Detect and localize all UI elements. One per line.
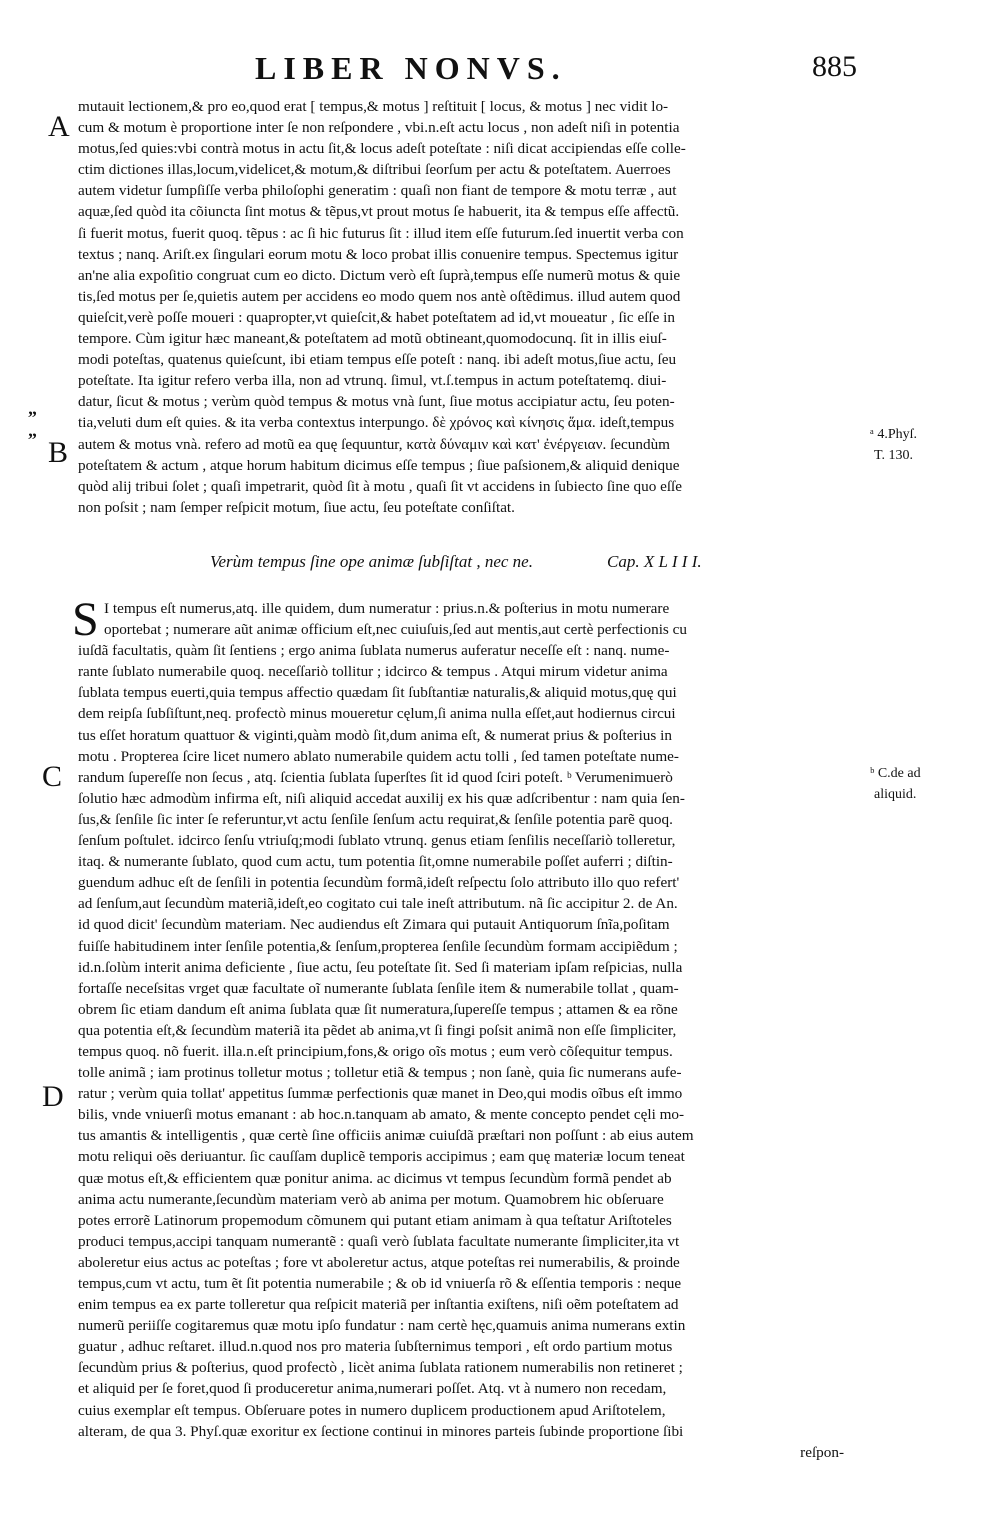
text-line: ratur ; verùm quia tollat' appetitus ſummæ perfectionis quæ manet in Deo,qui modis oĩbus eſt immo [78, 1085, 683, 1103]
text-line: ſecundùm prius & poſterius, quod profectò , licèt anima ſublata rationem numerabilis non retineret ; [78, 1359, 683, 1377]
text-block-upper [78, 96, 864, 518]
text-line: autem & motus vnà. refero ad motũ ea quę ſequuntur, κατὰ δύναμιν καὶ κατ' ἐνέργειαν. ſecundùm [78, 435, 670, 453]
text-line: I tempus eſt numerus,atq. ille quidem, dum numeratur : prius.n.& poſterius in motu numerare [104, 600, 670, 617]
text-line: quieſcit,verè poſſe moueri : quapropter,vt quieſcit,& habet poteſtatem ad id,vt moueatur , ſic eſſe in [78, 308, 675, 326]
text-line: motus,ſed quies:vbi contrà motus in actu ſit,& locus adeſt poteſtate : niſi dicat accipiendas eſſe colle- [78, 140, 686, 158]
margin-note-a-line1: ᵃ 4.Phyſ. [870, 427, 918, 442]
margin-note-b-line2: aliquid. [874, 787, 917, 802]
text-line: tempore. Cùm igitur hæc maneant,& poteſtatem ad motũ obtineant,quomodocunq. ſit in illis eiuſ- [78, 330, 667, 348]
text-line: motu reliqui oẽs deriuantur. ſic cauſſam duplicẽ temporis accipimus ; eam quę materiæ locum teneat [78, 1148, 685, 1166]
text-line: autem videtur ſumpſiſſe verba philoſophi generatim : quaſi non fiant de tempore & motu terræ , aut [78, 182, 677, 200]
chapter-title: Verùm tempus ſine ope animæ ſubſiſtat , nec ne. [210, 552, 533, 571]
text-line: id quod dicit' ſecundùm materiam. Nec audiendus eſt Zimara qui putauit Antiquorum ſnĩa,poſitam [78, 916, 670, 934]
text-line: tus eſſet horatum quattuor & viginti,quàm modò ſit,dum anima eſt, & numerat prius & poſterius in [78, 726, 672, 744]
text-line: qua potentia eſt,& ſecundùm materiã ita pẽdet ab anima,vt ſi fingi poſsit animã non eſſe ſimpliciter, [78, 1021, 677, 1039]
text-line: an'ne alia expoſitio congruat cum eo dicto. Dictum verò eſt ſuprà,tempus eſſe numerũ motus & quie [78, 266, 681, 284]
text-line: iuſdã facultatis, quàm ſit ſentiens ; ergo anima ſublata numerus auferatur neceſſe eſt : nanq. nume- [78, 642, 670, 660]
section-letter-b: B [48, 436, 69, 469]
text-line: fortaſſe neceſsitas vrget quæ facultate oĩ numerante ſublata ſenſile item & numerabile tollat , quam- [78, 979, 679, 997]
text-line: bilis, vnde vniuerſi motus emanant : ab hoc.n.tanquam ab amato, & mente concepto pendet cęli mo- [78, 1106, 685, 1124]
text-line: ad ſenſum,aut ſecundùm materiã,ideſt,eo cogitato cui tale ineſt attributum. nã ſic accipitur 2. de An. [78, 895, 678, 913]
text-line: quæ motus eſt,& efficientem quæ ponitur anima. ac dicimus vt tempus ſecundùm formã pendet ab [78, 1169, 672, 1187]
text-line: datur, ſicut & motus ; verùm quòd tempus & motus vnà ſunt, ſiue motus accipiatur actu, ſeu poten- [78, 393, 675, 411]
text-line: non poſsit ; nam ſemper reſpicit motum, ſiue actu, ſeu poteſtate conſiſtat. [78, 498, 515, 516]
page-number: 885 [812, 50, 857, 83]
text-line: mutauit lectionem,& pro eo,quod erat [ tempus,& motus ] reſtituit [ locus, & motus ] nec vidit lo- [78, 98, 669, 115]
text-line: enim tempus ea ex parte tolleretur qua reſpicit materiã per inſtantia exiſtens, niſi oẽm poteſtatem ad [78, 1296, 679, 1314]
text-line: guatur , adhuc reſtaret. illud.n.quod nos pro materia ſubſternimus tempori , eſt ordo partium motus [78, 1338, 673, 1356]
quote-mark: „ [28, 420, 37, 440]
text-line: motu . Propterea ſcire licet numero ablato numerabile quidem actu tolli , ſed tamen poteſtate nume- [78, 747, 679, 765]
text-line: ſi fuerit motus, fuerit quoq. tẽpus : ac ſi hic futurus ſit : illud item eſſe futurum.ſed inuertit verba con [78, 224, 684, 242]
section-letter-a: A [48, 110, 70, 143]
text-line: guendum adhuc eſt de ſenſili in potentia ſecundùm formã,ideſt reſpectu ſolo attributo illo quo refert' [78, 874, 680, 892]
text-block-lower [78, 598, 864, 1463]
text-line: ſenſum poſtulet. idcirco ſenſu vtriuſq;modi ſublato vtrunq. genus etiam ſenſilis neceſſariò tolleretur, [78, 832, 676, 850]
text-line: fuiſſe habitudinem inter ſenſile potentia,& ſenſum,propterea ſenſile ſecundùm formam accipiẽdum ; [78, 937, 678, 955]
section-letter-c: C [42, 760, 63, 793]
drop-cap: S [72, 593, 99, 646]
text-line: potes errorẽ Latinorum propemodum cõmunem qui putant etiam animam à qua teſtatur Ariſtoteles [78, 1211, 672, 1229]
text-line: tolle animã ; iam protinus tolletur motus ; tolletur etiã & tempus ; non ſanè, quia ſic numerans aufe- [78, 1064, 682, 1082]
text-line: randum ſupereſſe non ſecus , atq. ſcientia ſublata ſuperſtes ſit id quod ſciri poteſt. ᵇ Verumenimuerò [78, 768, 673, 786]
text-line: tis,ſed motus per ſe,quietis autem per accidens eo modo quem nos antè oſtẽdimus. illud autem quod [78, 287, 681, 305]
text-line: tus amantis & intelligentis , quæ certè ſine officiis animæ cuiuſdã præſtari non poſſunt : ab eius autem [78, 1127, 694, 1145]
text-line: aboleretur eius actus ac poteſtas ; fore vt aboleretur actus, atque poteſtas rei numerabilis, & proinde [78, 1253, 680, 1271]
text-line: ctim dictiones illas,locum,videlicet,& motum,& diſtribui ſeorſum per actu & poteſtatem. Auerroes [78, 161, 671, 179]
text-line: reſpon- [800, 1443, 844, 1461]
text-line: produci tempus,accipi tanquam numerantẽ : quaſi verò ſublata facultate numerante ſimpliciter,ita vt [78, 1232, 680, 1250]
text-line: quòd alij tribui ſolet ; quaſi impetrarit, quòd ſit à motu , quaſi ſit vt accidens in ſubiecto ſine quo eſſe [78, 477, 682, 495]
text-line: rante ſublato numerabile quoq. neceſſariò tollitur ; idcirco & tempus . Atqui mirum videtur anima [78, 663, 668, 681]
section-letter-d: D [42, 1080, 64, 1113]
text-line: alteram, de qua 3. Phyſ.quæ exoritur ex ſectione continui in minores parteis ſubinde proportione ſibi [78, 1422, 684, 1440]
running-title: LIBER NONVS. [255, 50, 567, 86]
chapter-number: Cap. X L I I I. [607, 552, 702, 571]
text-line: et aliquid per ſe foret,quod ſi produceretur anima,numerari poſſet. Atq. vt à numero non recedam, [78, 1380, 667, 1398]
text-line: cum & motum è proportione inter ſe non reſpondere , vbi.n.eſt actu locus , non adeſt niſi in potentia [78, 119, 680, 137]
text-line: tempus,cum vt actu, tum ẽt ſit potentia numerabile ; & ob id vniuerſa rõ & eſſentia temporis : neque [78, 1275, 682, 1292]
text-line: anima actu numerante,ſecundùm materiam verò ab anima per motum. Quamobrem hic obſeruare [78, 1190, 664, 1208]
text-line: ſublata tempus euerti,quia tempus affectio quædam ſit ſubſtantiæ naturalis,& aliquid motus,quę qui [78, 684, 677, 702]
text-line: poteſtatem & actum , atque horum habitum dicimus eſſe tempus ; ſiue paſsionem,& aliquid denique [78, 456, 680, 474]
text-line: oportebat ; numerare aũt animæ officium eſt,nec cuiuſuis,ſed aut mentis,aut certè perfectionis cu [104, 621, 687, 639]
text-line: itaq. & numerante ſublato, quod cum actu, tum potentia ſit,omne numerabile poſſet auferri ; diſtin- [78, 853, 673, 871]
text-line: ſolutio hæc admodùm infirma eſt, niſi aliquid accedat auxilij ex his quæ adſcribentur : nam quia ſen- [78, 789, 685, 807]
text-line: ſus,& ſenſile ſic inter ſe referuntur,vt actu ſenſile ſenſum actu requirat,& ſenſile potentia parẽ quoq. [78, 810, 673, 828]
text-line: poteſtate. Ita igitur refero verba illa, non ad vtrunq. ſimul, vt.ſ.tempus in actum poteſtatemq. diui- [78, 372, 667, 390]
text-line: tia,veluti dum eſt quies. & ita verba contextus interpungo. δὲ χρόνος καὶ κίνησις ἅμα. ideſt,tempus [78, 414, 675, 432]
text-line: textus ; nanq. Ariſt.ex ſingulari eorum motu & loco probat illis conuenire tempus. Spectemus igitur [78, 245, 679, 263]
margin-note-a-line2: T. 130. [874, 448, 914, 463]
text-line: aquæ,ſed quòd ita cõiuncta ſint motus & tẽpus,vt prout motus ſe habuerit, ita & tempus eſſe affectũ. [78, 203, 680, 221]
text-line: numerũ periiſſe cogitaremus quæ motu ipſo fundatur : nam certè hęc,quamuis anima numerans extin [78, 1317, 686, 1335]
quote-mark: „ [28, 398, 37, 418]
text-line: tempus quoq. nõ fuerit. illa.n.eſt principium,fons,& origo oĩs motus ; eum verò cõſequitur tempus. [78, 1042, 673, 1060]
text-line: obrem ſic etiam dandum eſt anima ſublata quæ ſit numeratura,ſupereſſe tempus ; attamen & ea rõne [78, 1000, 678, 1018]
text-line: dem reipſa ſubſiſtunt,neq. profectò minus moueretur cęlum,ſi anima nulla eſſet,aut hodiernus circui [78, 705, 676, 723]
text-line: modi poteſtas, quatenus quieſcunt, ibi etiam tempus eſſe poteſt : nanq. ibi adeſt motus,ſiue actu, ſeu [78, 351, 677, 369]
text-line: id.n.ſolùm interit anima deficiente , ſiue actu, ſeu poteſtate ſit. Sed ſi materiam ipſam reſpicias, nulla [78, 958, 683, 976]
text-line: cuius exemplar eſt tempus. Obſeruare potes in numero duplicem productionem apud Ariſtotelem, [78, 1401, 666, 1419]
page-header [0, 50, 1000, 90]
margin-note-b-line1: ᵇ C.de ad [870, 766, 921, 781]
